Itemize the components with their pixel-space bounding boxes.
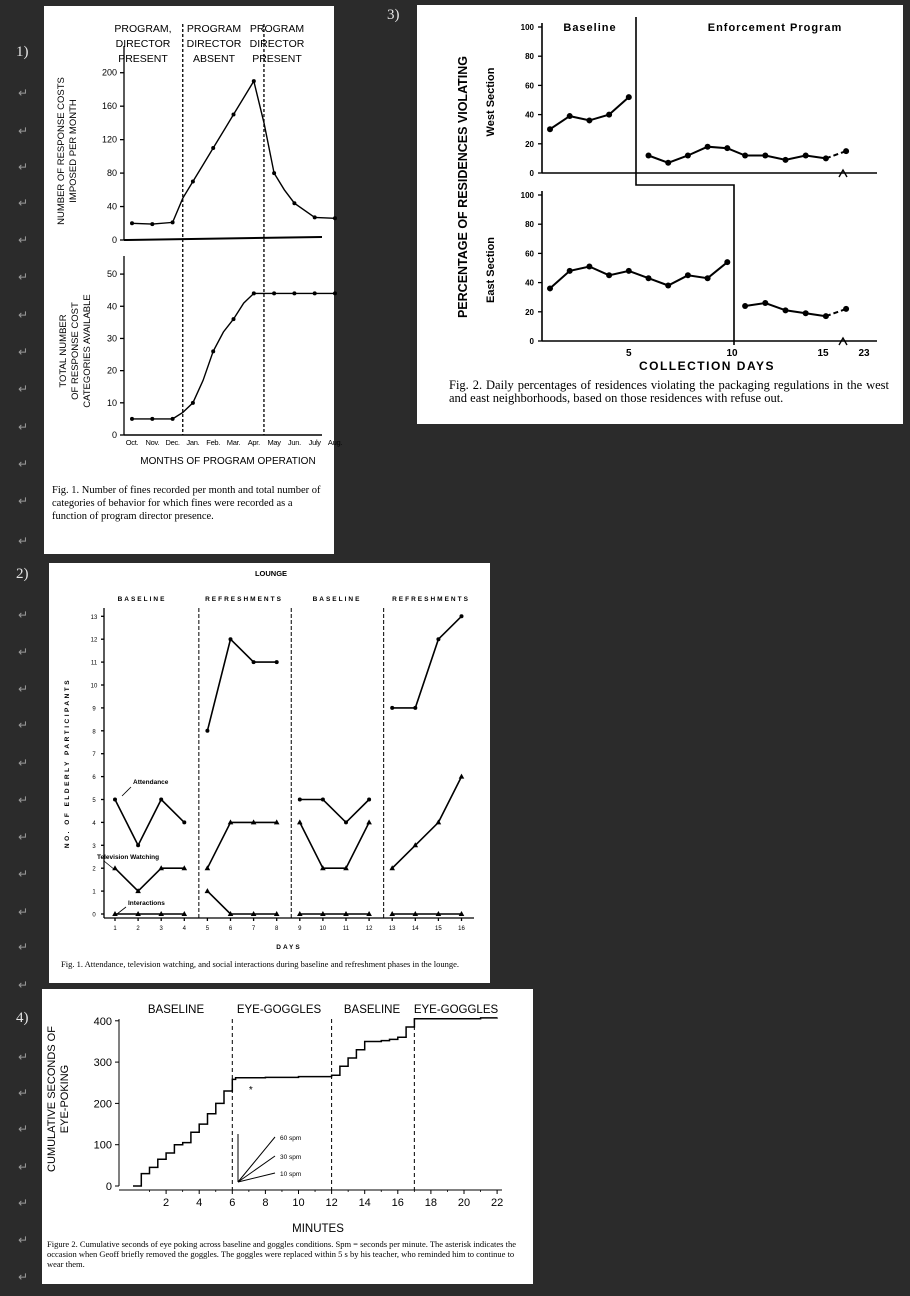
series-line-attendance xyxy=(207,639,276,731)
attendance-point xyxy=(367,798,371,802)
figure-1-panel xyxy=(44,6,343,554)
figure-label-1: 1) xyxy=(16,44,29,60)
bottom-y-tick-label: 0 xyxy=(111,430,117,440)
figure-label-4: 4) xyxy=(16,1010,29,1026)
phase-header-text: DIRECTOR xyxy=(249,38,305,50)
x-tick-label: 14 xyxy=(411,926,419,932)
paragraph-mark: ↵ xyxy=(18,457,29,471)
x-tick-label: 6 xyxy=(229,1197,236,1209)
phase-header-text: DIRECTOR xyxy=(186,38,242,50)
program-point xyxy=(685,152,691,158)
y-tick-label: 60 xyxy=(525,249,534,259)
paragraph-mark: ↵ xyxy=(18,1196,29,1210)
attendance-point xyxy=(136,843,140,847)
top-y-tick-label: 80 xyxy=(106,168,117,179)
y-tick-label: 100 xyxy=(93,1139,112,1152)
paragraph-mark: ↵ xyxy=(18,1160,29,1174)
categories-point xyxy=(292,291,296,295)
program-point xyxy=(823,155,829,161)
figure-1-caption: Fig. 1. Number of fines recorded per month and total number of categories of behavior for which fines were recorded as a function of program director presence. xyxy=(52,485,321,522)
attendance-arrow xyxy=(122,787,131,796)
fines-point xyxy=(292,201,296,205)
baseline-line xyxy=(550,97,629,129)
x-tick-label: 22 xyxy=(490,1197,504,1209)
y-axis-title: NO. OF ELDERLY PARTICIPANTS xyxy=(64,677,71,849)
categories-point xyxy=(252,291,256,295)
phase-header-text: PRESENT xyxy=(118,53,168,65)
series-line-interactions xyxy=(207,891,276,914)
attendance-point xyxy=(229,637,233,641)
x-axis-title: MONTHS OF PROGRAM OPERATION xyxy=(140,456,316,467)
bottom-y-axis-title: TOTAL NUMBER xyxy=(58,314,69,388)
x-tick-label: 5 xyxy=(626,348,632,359)
paragraph-mark: ↵ xyxy=(18,793,29,807)
paragraph-mark: ↵ xyxy=(18,1050,29,1064)
y-tick-label: 60 xyxy=(525,81,534,91)
top-y-tick-label: 0 xyxy=(111,235,117,245)
x-tick-label: May xyxy=(267,438,281,447)
paragraph-mark: ↵ xyxy=(18,270,29,284)
x-axis-title: DAYS xyxy=(276,944,302,951)
x-tick-label: 2 xyxy=(163,1197,170,1209)
fines-point xyxy=(272,171,276,175)
figure-label-3: 3) xyxy=(387,7,400,23)
categories-point xyxy=(130,417,134,421)
attendance-point xyxy=(344,820,348,824)
phase-header-text: PROGRAM xyxy=(186,23,242,35)
x-tick-label: 23 xyxy=(858,348,870,359)
baseline-point xyxy=(626,94,632,100)
attendance-point xyxy=(205,729,209,733)
paragraph-mark: ↵ xyxy=(18,196,29,210)
x-tick-label: 16 xyxy=(391,1197,404,1209)
top-y-axis-title: NUMBER OF RESPONSE COSTS xyxy=(56,77,67,225)
program-point xyxy=(724,145,730,151)
y-tick-label: 10 xyxy=(90,683,98,690)
program-point xyxy=(783,307,789,313)
bottom-y-tick-label: 10 xyxy=(106,397,117,408)
program-point xyxy=(803,152,809,158)
phase-title-baseline: Baseline xyxy=(563,22,617,34)
y-tick-label: 12 xyxy=(90,637,98,644)
figure-4-chart xyxy=(42,989,533,1239)
fines-point xyxy=(333,216,337,220)
baseline-point xyxy=(705,275,711,281)
phase-title: BASELINE xyxy=(343,1004,401,1016)
figure-2-caption: Fig. 1. Attendance, television watching, and social interactions during baseline and refreshment phases in the lounge. xyxy=(61,959,459,969)
y-tick-label: 80 xyxy=(525,220,534,230)
categories-point xyxy=(313,291,317,295)
y-tick-label: 0 xyxy=(92,912,96,919)
figure-2-panel xyxy=(49,563,490,983)
paragraph-mark: ↵ xyxy=(18,756,29,770)
x-tick-label: 8 xyxy=(262,1197,269,1209)
figure-3-panel xyxy=(417,5,903,424)
x-tick-label: 13 xyxy=(388,926,396,932)
attendance-point xyxy=(298,798,302,802)
series-line-television-watching xyxy=(300,822,369,868)
program-point xyxy=(646,152,652,158)
program-point xyxy=(742,152,748,158)
phase-header-text: DIRECTOR xyxy=(115,38,171,50)
x-tick-label: 8 xyxy=(275,926,279,932)
categories-point xyxy=(191,401,195,405)
categories-point xyxy=(272,291,276,295)
x-tick-label: 16 xyxy=(458,926,465,932)
television-label: Television Watching xyxy=(97,854,160,861)
series-line-attendance xyxy=(115,800,184,846)
series-point xyxy=(112,865,118,870)
program-point xyxy=(762,300,768,306)
x-tick-label: 10 xyxy=(292,1197,305,1209)
categories-point xyxy=(333,291,337,295)
baseline-point xyxy=(567,268,573,274)
bottom-y-axis-title: CATEGORIES AVAILABLE xyxy=(82,294,93,408)
section-label: East Section xyxy=(485,236,497,304)
x-tick-label: 12 xyxy=(325,1197,338,1209)
fines-point xyxy=(232,113,236,117)
x-tick-label: Mar. xyxy=(226,438,241,447)
rate-key-label: 10 spm xyxy=(280,1171,302,1178)
phase-title-enforcement: Enforcement Program xyxy=(707,22,843,34)
y-tick-label: 5 xyxy=(92,798,96,804)
x-tick-label: Nov. xyxy=(145,438,160,447)
categories-point xyxy=(150,417,154,421)
program-point xyxy=(762,152,768,158)
series-point xyxy=(205,888,211,893)
top-y-tick-label: 40 xyxy=(106,201,117,212)
television-arrow xyxy=(104,861,115,870)
program-point xyxy=(742,303,748,309)
fines-point xyxy=(191,179,195,183)
fines-point xyxy=(211,146,215,150)
program-point xyxy=(705,144,711,150)
y-tick-label: 0 xyxy=(105,1181,112,1193)
attendance-label: Attendance xyxy=(133,779,169,786)
paragraph-mark: ↵ xyxy=(18,940,29,954)
phase-title: REFRESHMENTS xyxy=(205,596,283,603)
figure-4-panel xyxy=(42,989,533,1284)
attendance-point xyxy=(390,706,394,710)
program-line xyxy=(649,147,826,163)
y-tick-label: 3 xyxy=(92,843,96,850)
paragraph-mark: ↵ xyxy=(18,86,29,100)
y-tick-label: 0 xyxy=(529,337,534,346)
series-line-television-watching xyxy=(207,822,276,868)
y-tick-label: 9 xyxy=(92,706,96,713)
program-line-dashed xyxy=(826,309,846,316)
x-tick-label: 20 xyxy=(457,1197,471,1209)
attendance-point xyxy=(159,798,163,802)
phase-title: BASELINE xyxy=(312,596,362,603)
bottom-y-tick-label: 40 xyxy=(106,301,117,312)
x-tick-label: 4 xyxy=(196,1197,203,1209)
y-tick-label: 11 xyxy=(90,660,98,667)
paragraph-mark: ↵ xyxy=(18,1233,29,1247)
y-tick-label: 40 xyxy=(525,278,534,288)
bottom-y-axis-title: OF RESPONSE COST xyxy=(70,302,81,400)
phase-header-text: PROGRAM xyxy=(249,23,305,35)
y-tick-label: 100 xyxy=(520,191,534,200)
paragraph-mark: ↵ xyxy=(18,830,29,844)
paragraph-mark: ↵ xyxy=(18,420,29,434)
y-axis-title: EYE-POKING xyxy=(59,1064,71,1134)
x-tick-label: 7 xyxy=(251,926,256,932)
paragraph-mark: ↵ xyxy=(18,645,29,659)
y-tick-label: 200 xyxy=(93,1098,112,1111)
series-line-television-watching xyxy=(392,777,461,869)
fines-line xyxy=(132,81,335,224)
bottom-y-tick-label: 20 xyxy=(106,365,117,376)
phase-title: BASELINE xyxy=(147,1004,205,1016)
y-tick-label: 2 xyxy=(92,866,96,873)
series-line-attendance xyxy=(392,616,461,708)
fines-point xyxy=(150,222,154,226)
paragraph-mark: ↵ xyxy=(18,978,29,992)
x-tick-label: 1 xyxy=(113,926,117,932)
x-tick-label: July xyxy=(308,438,321,447)
y-tick-label: 80 xyxy=(525,52,534,62)
baseline-point xyxy=(586,264,592,270)
x-tick-label: Apr. xyxy=(247,438,260,447)
x-tick-label: 14 xyxy=(358,1197,371,1209)
paragraph-mark: ↵ xyxy=(18,682,29,696)
baseline-point xyxy=(547,126,553,132)
interactions-arrow xyxy=(117,907,126,914)
attendance-point xyxy=(413,706,417,710)
attendance-point xyxy=(436,637,440,641)
y-tick-label: 400 xyxy=(93,1015,112,1028)
phase-header-text: ABSENT xyxy=(192,53,236,65)
paragraph-mark: ↵ xyxy=(18,1122,29,1136)
attendance-point xyxy=(182,820,186,824)
interactions-label: Interactions xyxy=(128,900,165,907)
phase-title: BASELINE xyxy=(117,596,167,603)
top-y-tick-label: 120 xyxy=(101,134,117,145)
baseline-point xyxy=(665,283,671,289)
y-tick-label: 7 xyxy=(92,752,96,759)
fines-point xyxy=(130,221,134,225)
attendance-point xyxy=(275,660,279,664)
y-tick-label: 20 xyxy=(525,307,534,317)
y-tick-label: 20 xyxy=(525,139,534,149)
program-point xyxy=(783,157,789,163)
phase-header-text: PRESENT xyxy=(252,53,302,65)
series-point xyxy=(366,819,372,824)
y-tick-label: 0 xyxy=(529,169,534,178)
figure-3-caption: Fig. 2. Daily percentages of residences violating the packaging regulations in the west and east neighborhoods, based on those residences with refuse out. xyxy=(449,378,889,405)
y-tick-label: 6 xyxy=(92,775,96,782)
paragraph-mark: ↵ xyxy=(18,382,29,396)
series-line-television-watching xyxy=(115,868,184,891)
y-tick-label: 1 xyxy=(92,889,96,896)
x-tick-label: Aug. xyxy=(327,438,343,447)
figure-3-chart xyxy=(417,5,903,377)
x-axis-title: COLLECTION DAYS xyxy=(638,359,776,373)
baseline-point xyxy=(724,259,730,265)
chart-title: LOUNGE xyxy=(254,569,288,578)
categories-point xyxy=(232,317,236,321)
phase-title: EYE-GOGGLES xyxy=(413,1004,499,1016)
fines-point xyxy=(171,220,175,224)
x-axis-title: MINUTES xyxy=(292,1223,344,1235)
paragraph-mark: ↵ xyxy=(18,233,29,247)
x-tick-label: 4 xyxy=(182,926,186,932)
top-y-tick-label: 160 xyxy=(101,101,117,112)
asterisk-annotation: * xyxy=(248,1084,253,1096)
paragraph-mark: ↵ xyxy=(18,345,29,359)
section-label: West Section xyxy=(485,67,497,137)
baseline-point xyxy=(606,272,612,278)
categories-point xyxy=(211,349,215,353)
attendance-point xyxy=(321,798,325,802)
program-point xyxy=(823,313,829,319)
x-tick-label: Jun. xyxy=(287,438,301,447)
x-tick-label: Feb. xyxy=(206,438,221,447)
cumulative-record-line xyxy=(133,1018,497,1187)
baseline-point xyxy=(547,285,553,291)
top-y-tick-label: 200 xyxy=(101,67,117,78)
y-tick-label: 300 xyxy=(93,1057,112,1070)
x-tick-label: 15 xyxy=(435,926,442,932)
figure-label-2: 2) xyxy=(16,566,29,582)
y-tick-label: 4 xyxy=(92,820,96,827)
baseline-point xyxy=(685,272,691,278)
program-line-dashed xyxy=(826,151,846,158)
paragraph-mark: ↵ xyxy=(18,867,29,881)
attendance-point xyxy=(460,614,464,618)
paragraph-mark: ↵ xyxy=(18,1086,29,1100)
x-tick-label: 18 xyxy=(424,1197,438,1209)
paragraph-mark: ↵ xyxy=(18,124,29,138)
x-tick-label: 12 xyxy=(365,926,373,932)
x-tick-label: 9 xyxy=(298,926,302,932)
baseline-point xyxy=(567,113,573,119)
program-point xyxy=(843,306,849,312)
paragraph-mark: ↵ xyxy=(18,534,29,548)
baseline-point xyxy=(626,268,632,274)
program-point xyxy=(843,148,849,154)
x-tick-label: 15 xyxy=(817,348,829,359)
x-tick-label: Oct. xyxy=(125,438,139,447)
figure-2-chart xyxy=(49,563,490,955)
phase-title: EYE-GOGGLES xyxy=(236,1004,322,1016)
phase-header-text: PROGRAM, xyxy=(114,23,172,35)
y-tick-label: 40 xyxy=(525,110,534,120)
y-tick-label: 100 xyxy=(520,23,534,32)
categories-point xyxy=(171,417,175,421)
y-tick-label: 8 xyxy=(92,729,96,736)
x-tick-label: Dec. xyxy=(165,438,180,447)
paragraph-mark: ↵ xyxy=(18,160,29,174)
baseline-point xyxy=(646,275,652,281)
rate-key-label: 60 spm xyxy=(280,1135,302,1142)
y-tick-label: 13 xyxy=(90,614,98,621)
phase-title: REFRESHMENTS xyxy=(392,596,470,603)
paragraph-mark: ↵ xyxy=(18,718,29,732)
paragraph-mark: ↵ xyxy=(18,1270,29,1284)
paragraph-mark: ↵ xyxy=(18,308,29,322)
figure-4-caption: Figure 2. Cumulative seconds of eye poking across baseline and goggles conditions. Spm = seconds per minute. The asterisk indicates the occasion when Geoff briefly removed the goggles. The goggles were replaced within 5 s by his teacher, who reminded him to continue to wear them. xyxy=(47,1239,516,1269)
fines-point xyxy=(252,79,256,83)
categories-line xyxy=(132,293,335,419)
x-tick-label: 6 xyxy=(228,926,233,932)
program-point xyxy=(665,160,671,166)
series-point xyxy=(297,819,303,824)
baseline-line xyxy=(550,262,727,288)
program-point xyxy=(803,310,809,316)
figure-1-chart xyxy=(44,6,343,476)
bottom-y-tick-label: 50 xyxy=(106,269,117,280)
paragraph-mark: ↵ xyxy=(18,608,29,622)
top-x-axis xyxy=(124,237,322,240)
x-tick-label: 3 xyxy=(159,926,163,932)
attendance-point xyxy=(113,798,117,802)
x-tick-label: 11 xyxy=(342,926,350,932)
x-tick-label: 2 xyxy=(136,926,140,932)
y-axis-title: PERCENTAGE OF RESIDENCES VIOLATING xyxy=(456,55,470,319)
top-y-axis-title: IMPOSED PER MONTH xyxy=(68,99,79,203)
x-tick-label: Jan. xyxy=(186,438,200,447)
fines-point xyxy=(313,215,317,219)
baseline-point xyxy=(606,112,612,118)
series-point xyxy=(459,774,465,779)
x-tick-label: 10 xyxy=(319,926,327,932)
baseline-point xyxy=(586,117,592,123)
bottom-y-tick-label: 30 xyxy=(106,333,117,344)
paragraph-mark: ↵ xyxy=(18,494,29,508)
y-axis-title: CUMULATIVE SECONDS OF xyxy=(46,1026,58,1172)
attendance-point xyxy=(252,660,256,664)
x-tick-label: 10 xyxy=(726,348,738,359)
series-line-attendance xyxy=(300,800,369,823)
paragraph-mark: ↵ xyxy=(18,905,29,919)
x-tick-label: 5 xyxy=(205,926,210,932)
phase-break-line xyxy=(636,17,734,345)
rate-key-label: 30 spm xyxy=(280,1154,302,1161)
